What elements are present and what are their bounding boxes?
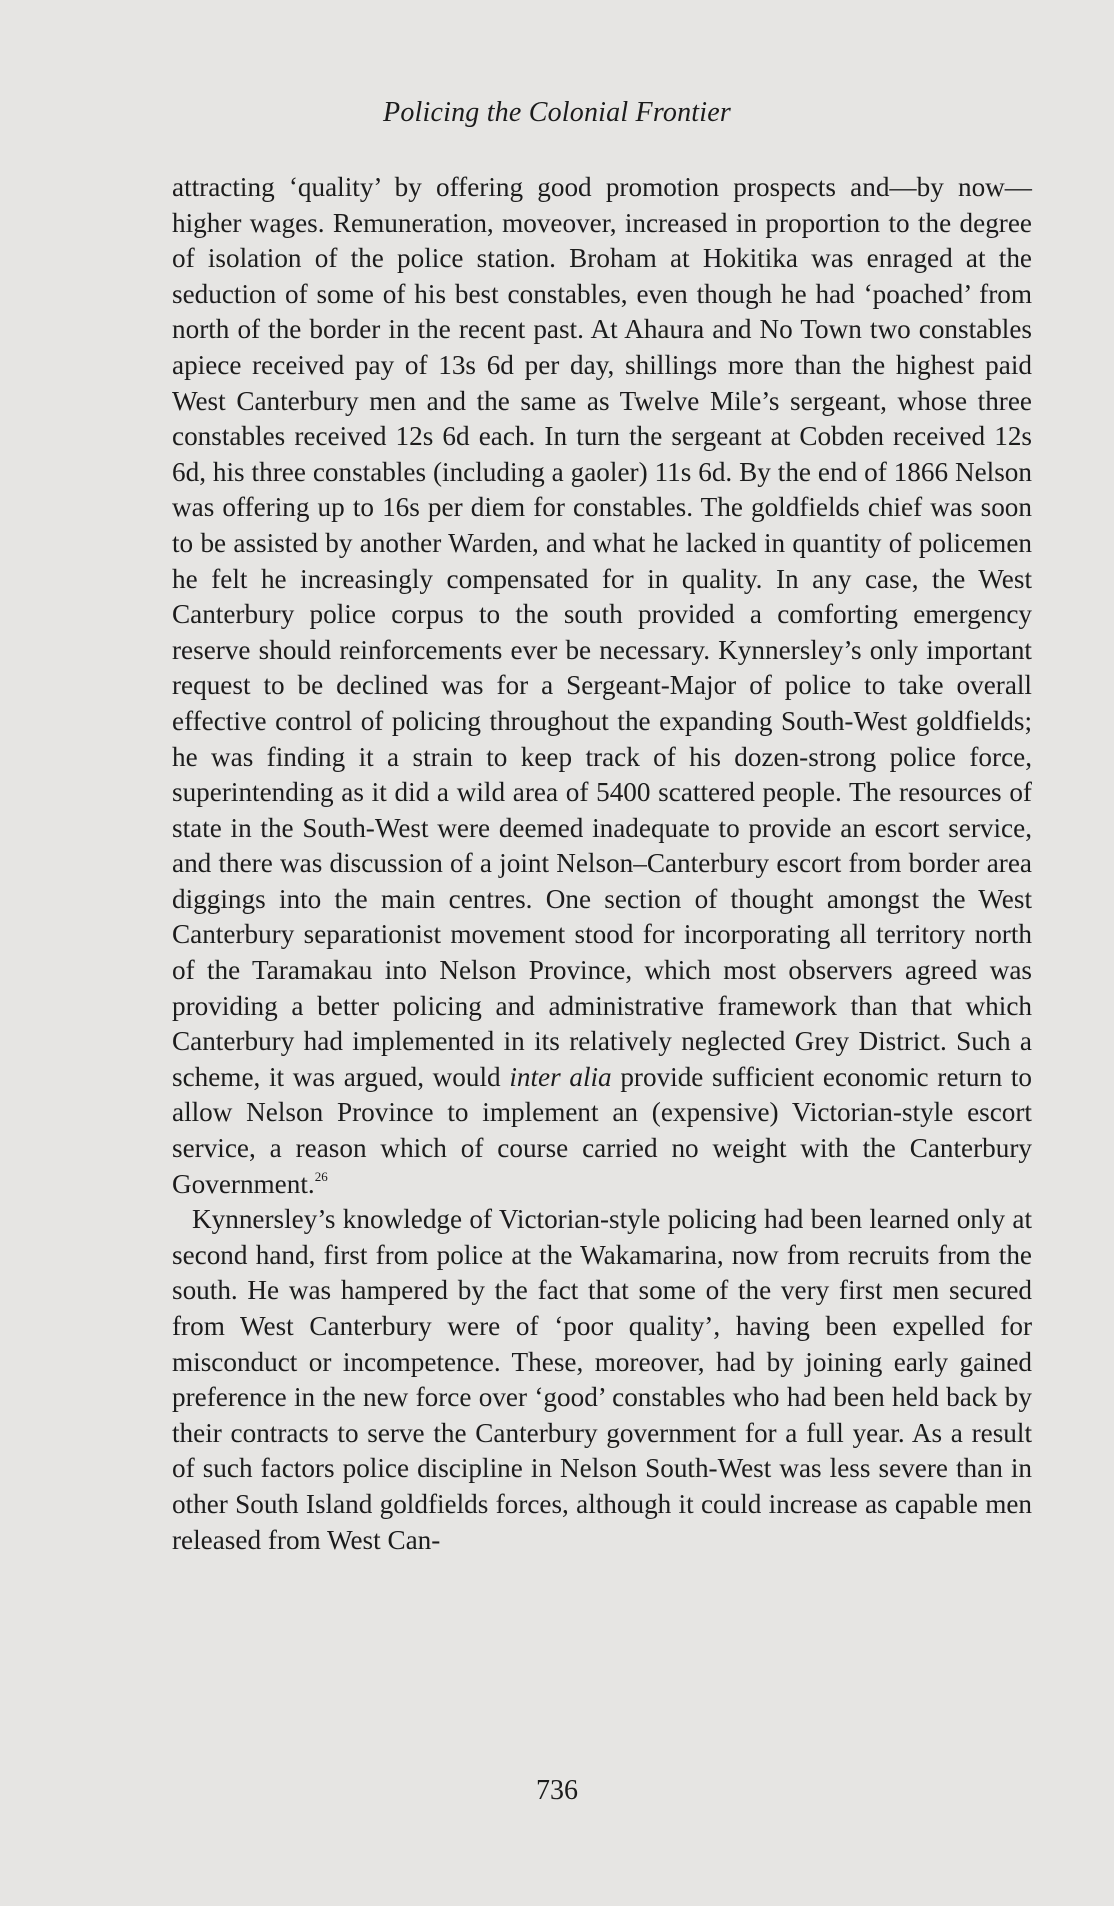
paragraph-1-text-a: attracting ‘quality’ by offering good promotion prospects and—by now—higher wages. Remuneration, moveover, increased in proportion to the degree of isolation of the police station. Broham at Hokitika was enraged at the seduction of some of his best constables, even though he had ‘poached’ from north of the border in the recent past. At Ahaura and No Town two constables apiece received pay of 13s 6d per day, shillings more than the highest paid West Canterbury men and the same as Twelve Mile’s sergeant, whose three constables received 12s 6d each. In turn the sergeant at Cobden received 12s 6d, his three constables (including a gaoler) 11s 6d. By the end of 1866 Nelson was offering up to 16s per diem for constables. The goldfields chief was soon to be assisted by another Warden, and what he lacked in quantity of policemen he felt he increasingly compensated for in quality. In any case, the West Canterbury police corpus to the south provided a comforting emergency reserve should reinforcements ever be necessary. Kynnersley’s only important request to be declined was for a Sergeant-Major of police to take overall effective control of policing throughout the expanding South-West goldfields; he was finding it a strain to keep track of his dozen-strong police force, superintending as it did a wild area of 5400 scattered people. The resources of state in the South-West were deemed inadequate to provide an escort service, and there was discussion of a joint Nelson–Canterbury escort from border area diggings into the main centres. One section of thought amongst the West Canterbury separationist movement stood for incorporating all territory north of the Taramakau into Nelson Province, which most observers agreed was providing a better policing and administrative framework than that which Canterbury had implemented in its relatively neglected Grey District. Such a scheme, it was argued, would <box>172 172 1032 1092</box>
paragraph-1 <box>172 170 1032 1202</box>
paragraph-1-text-b: provide sufficient economic return to allow Nelson Province to implement an (expensive) Victorian-style escort service, a reason which of course carried no weight with the Canterbury Government. <box>172 1061 1032 1199</box>
body-text <box>172 170 1032 1558</box>
paragraph-1-italic-phrase: inter alia <box>509 1061 612 1092</box>
page-number: 736 <box>536 1775 578 1806</box>
paragraph-2: Kynnersley’s knowledge of Victorian-style policing had been learned only at second hand, first from police at the Wakamarina, now from recruits from the south. He was hampered by the fact that some of the very first men secured from West Canterbury were of ‘poor quality’, having been expelled for misconduct or incompetence. These, moreover, had by joining early gained preference in the new force over ‘good’ constables who had been held back by their contracts to serve the Canterbury government for a full year. As a result of such factors police discipline in Nelson South-West was less severe than in other South Island goldfields forces, although it could increase as capable men released from West Can- <box>172 1204 1032 1555</box>
running-head: Policing the Colonial Frontier <box>383 97 731 128</box>
footnote-reference[interactable]: 26 <box>314 1168 328 1184</box>
